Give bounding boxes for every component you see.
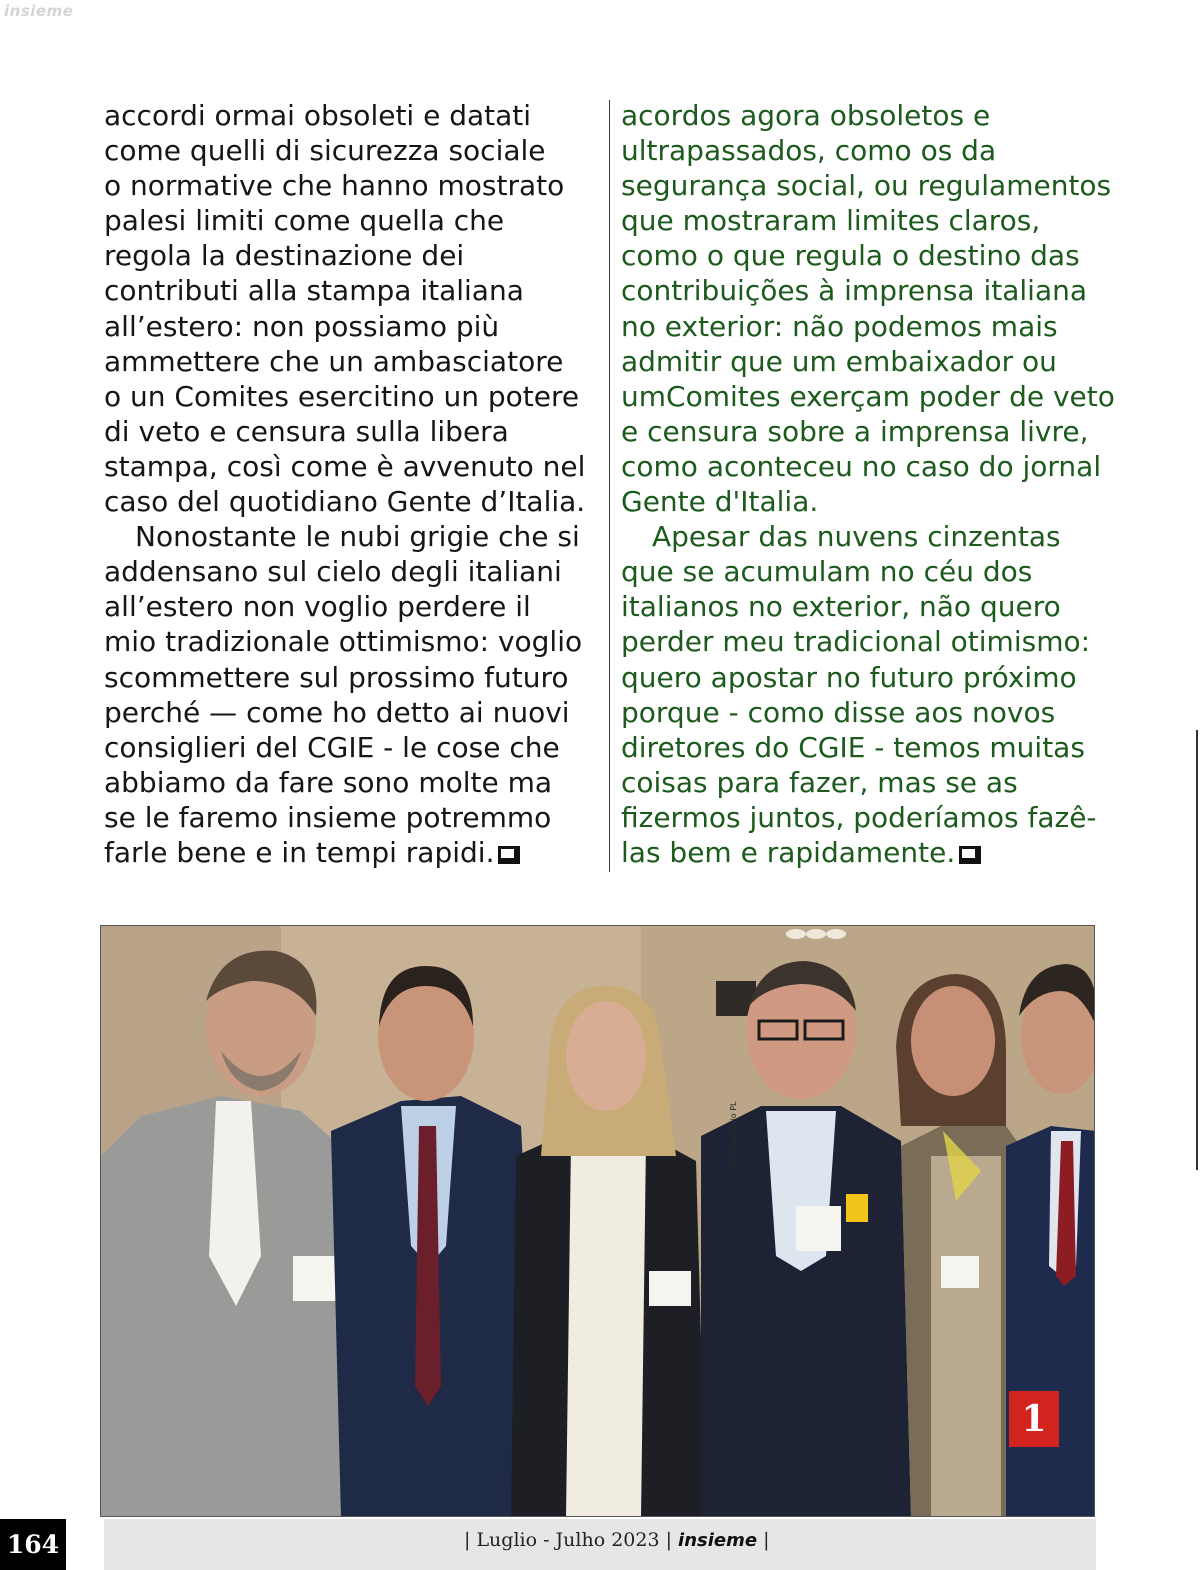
text-line: accordi ormai obsoleti e datati	[104, 99, 532, 132]
text-line: scommettere sul prossimo futuro	[104, 660, 569, 694]
text-line: no exterior: não podemos mais	[621, 309, 1058, 343]
text-line	[621, 835, 1121, 870]
name-badge	[941, 1256, 979, 1288]
text-line: caso del quotidiano Gente d’Italia.	[104, 485, 586, 519]
text-line: perder meu tradicional otimismo:	[621, 625, 1091, 659]
text-line: consiglieri del CGIE - le cose che	[104, 730, 560, 764]
group-photo-illustration	[101, 926, 1095, 1517]
text-line: segurança social, ou regulamentos	[621, 169, 1112, 203]
text-line: contribuições à imprensa italiana	[621, 274, 1088, 308]
text-line: regola la destinazione dei	[104, 239, 465, 273]
italian-paragraph-2	[104, 519, 604, 870]
text-line: di veto e censura sulla libera	[104, 414, 509, 448]
text-line: porque - como disse aos novos	[621, 695, 1056, 729]
text-line: o un Comites esercitino un potere	[104, 379, 580, 413]
text-line: come quelli di sicurezza sociale	[104, 134, 546, 168]
name-badge	[796, 1206, 841, 1251]
masthead-brand: insieme	[4, 2, 74, 20]
text-line: quero apostar no futuro próximo	[621, 660, 1077, 694]
text-line: ultrapassados, como os da	[621, 134, 997, 168]
name-badge	[649, 1271, 691, 1306]
text-line: admitir que um embaixador ou	[621, 344, 1057, 378]
italian-paragraph-1	[104, 98, 604, 519]
text-line: italianos no exterior, não quero	[621, 590, 1061, 624]
text-line-content: las bem e rapidamente.	[621, 835, 956, 869]
end-of-article-icon	[498, 846, 520, 864]
text-line: fizermos juntos, poderíamos fazê-	[621, 800, 1097, 834]
text-line: umComites exerçam poder de veto	[621, 379, 1115, 413]
text-line: stampa, così come è avvenuto nel	[104, 449, 586, 483]
text-line: como o que regula o destino das	[621, 239, 1080, 273]
page-number: 164	[0, 1519, 66, 1570]
portuguese-paragraph-2	[621, 519, 1121, 870]
group-photo	[100, 925, 1095, 1517]
footer-issue-line	[464, 1529, 770, 1551]
footer-brand: insieme	[678, 1530, 758, 1551]
photo-credit: Foto Desiderio PL	[729, 1101, 738, 1171]
text-line: como aconteceu no caso do jornal	[621, 449, 1102, 483]
italian-column	[104, 98, 604, 870]
text-line: mio tradizionale ottimismo: voglio	[104, 625, 583, 659]
photo-number-badge: 1	[1009, 1391, 1059, 1447]
text-line: abbiamo da fare sono molte ma	[104, 765, 553, 799]
text-line: e censura sobre a imprensa livre,	[621, 414, 1089, 448]
footer-date: | Luglio - Julho 2023 |	[464, 1529, 679, 1551]
text-line: que se acumulam no céu dos	[621, 555, 1033, 589]
page-edge-rule	[1196, 730, 1198, 1170]
text-line: diretores do CGIE - temos muitas	[621, 730, 1085, 764]
text-line-content: farle bene e in tempi rapidi.	[104, 835, 495, 869]
text-line: all’estero non voglio perdere il	[104, 590, 531, 624]
text-line: se le faremo insieme potremmo	[104, 800, 552, 834]
text-line: ammettere che un ambasciatore	[104, 344, 564, 378]
text-line: o normative che hanno mostrato	[104, 169, 565, 203]
text-line: que mostraram limites claros,	[621, 204, 1041, 238]
ceiling-light	[806, 929, 826, 939]
text-line: acordos agora obsoletos e	[621, 99, 991, 132]
ceiling-light	[786, 929, 806, 939]
text-line: addensano sul cielo degli italiani	[104, 555, 562, 589]
text-line: Nonostante le nubi grigie che si	[135, 520, 580, 554]
text-line: coisas para fazer, mas se as	[621, 765, 1018, 799]
text-line: Apesar das nuvens cinzentas	[652, 520, 1061, 554]
text-line: Gente d'Italia.	[621, 485, 819, 519]
end-of-article-icon	[959, 846, 981, 864]
ceiling-light	[826, 929, 846, 939]
column-divider	[609, 100, 610, 872]
ferrari-badge-icon	[846, 1194, 868, 1222]
text-line: palesi limiti come quella che	[104, 204, 505, 238]
text-line	[104, 835, 604, 870]
footer-separator: |	[757, 1529, 770, 1551]
text-line: all’estero: non possiamo più	[104, 309, 500, 343]
text-line: perché — come ho detto ai nuovi	[104, 695, 570, 729]
portuguese-column	[621, 98, 1121, 870]
text-line: contributi alla stampa italiana	[104, 274, 524, 308]
portuguese-paragraph-1	[621, 98, 1121, 519]
